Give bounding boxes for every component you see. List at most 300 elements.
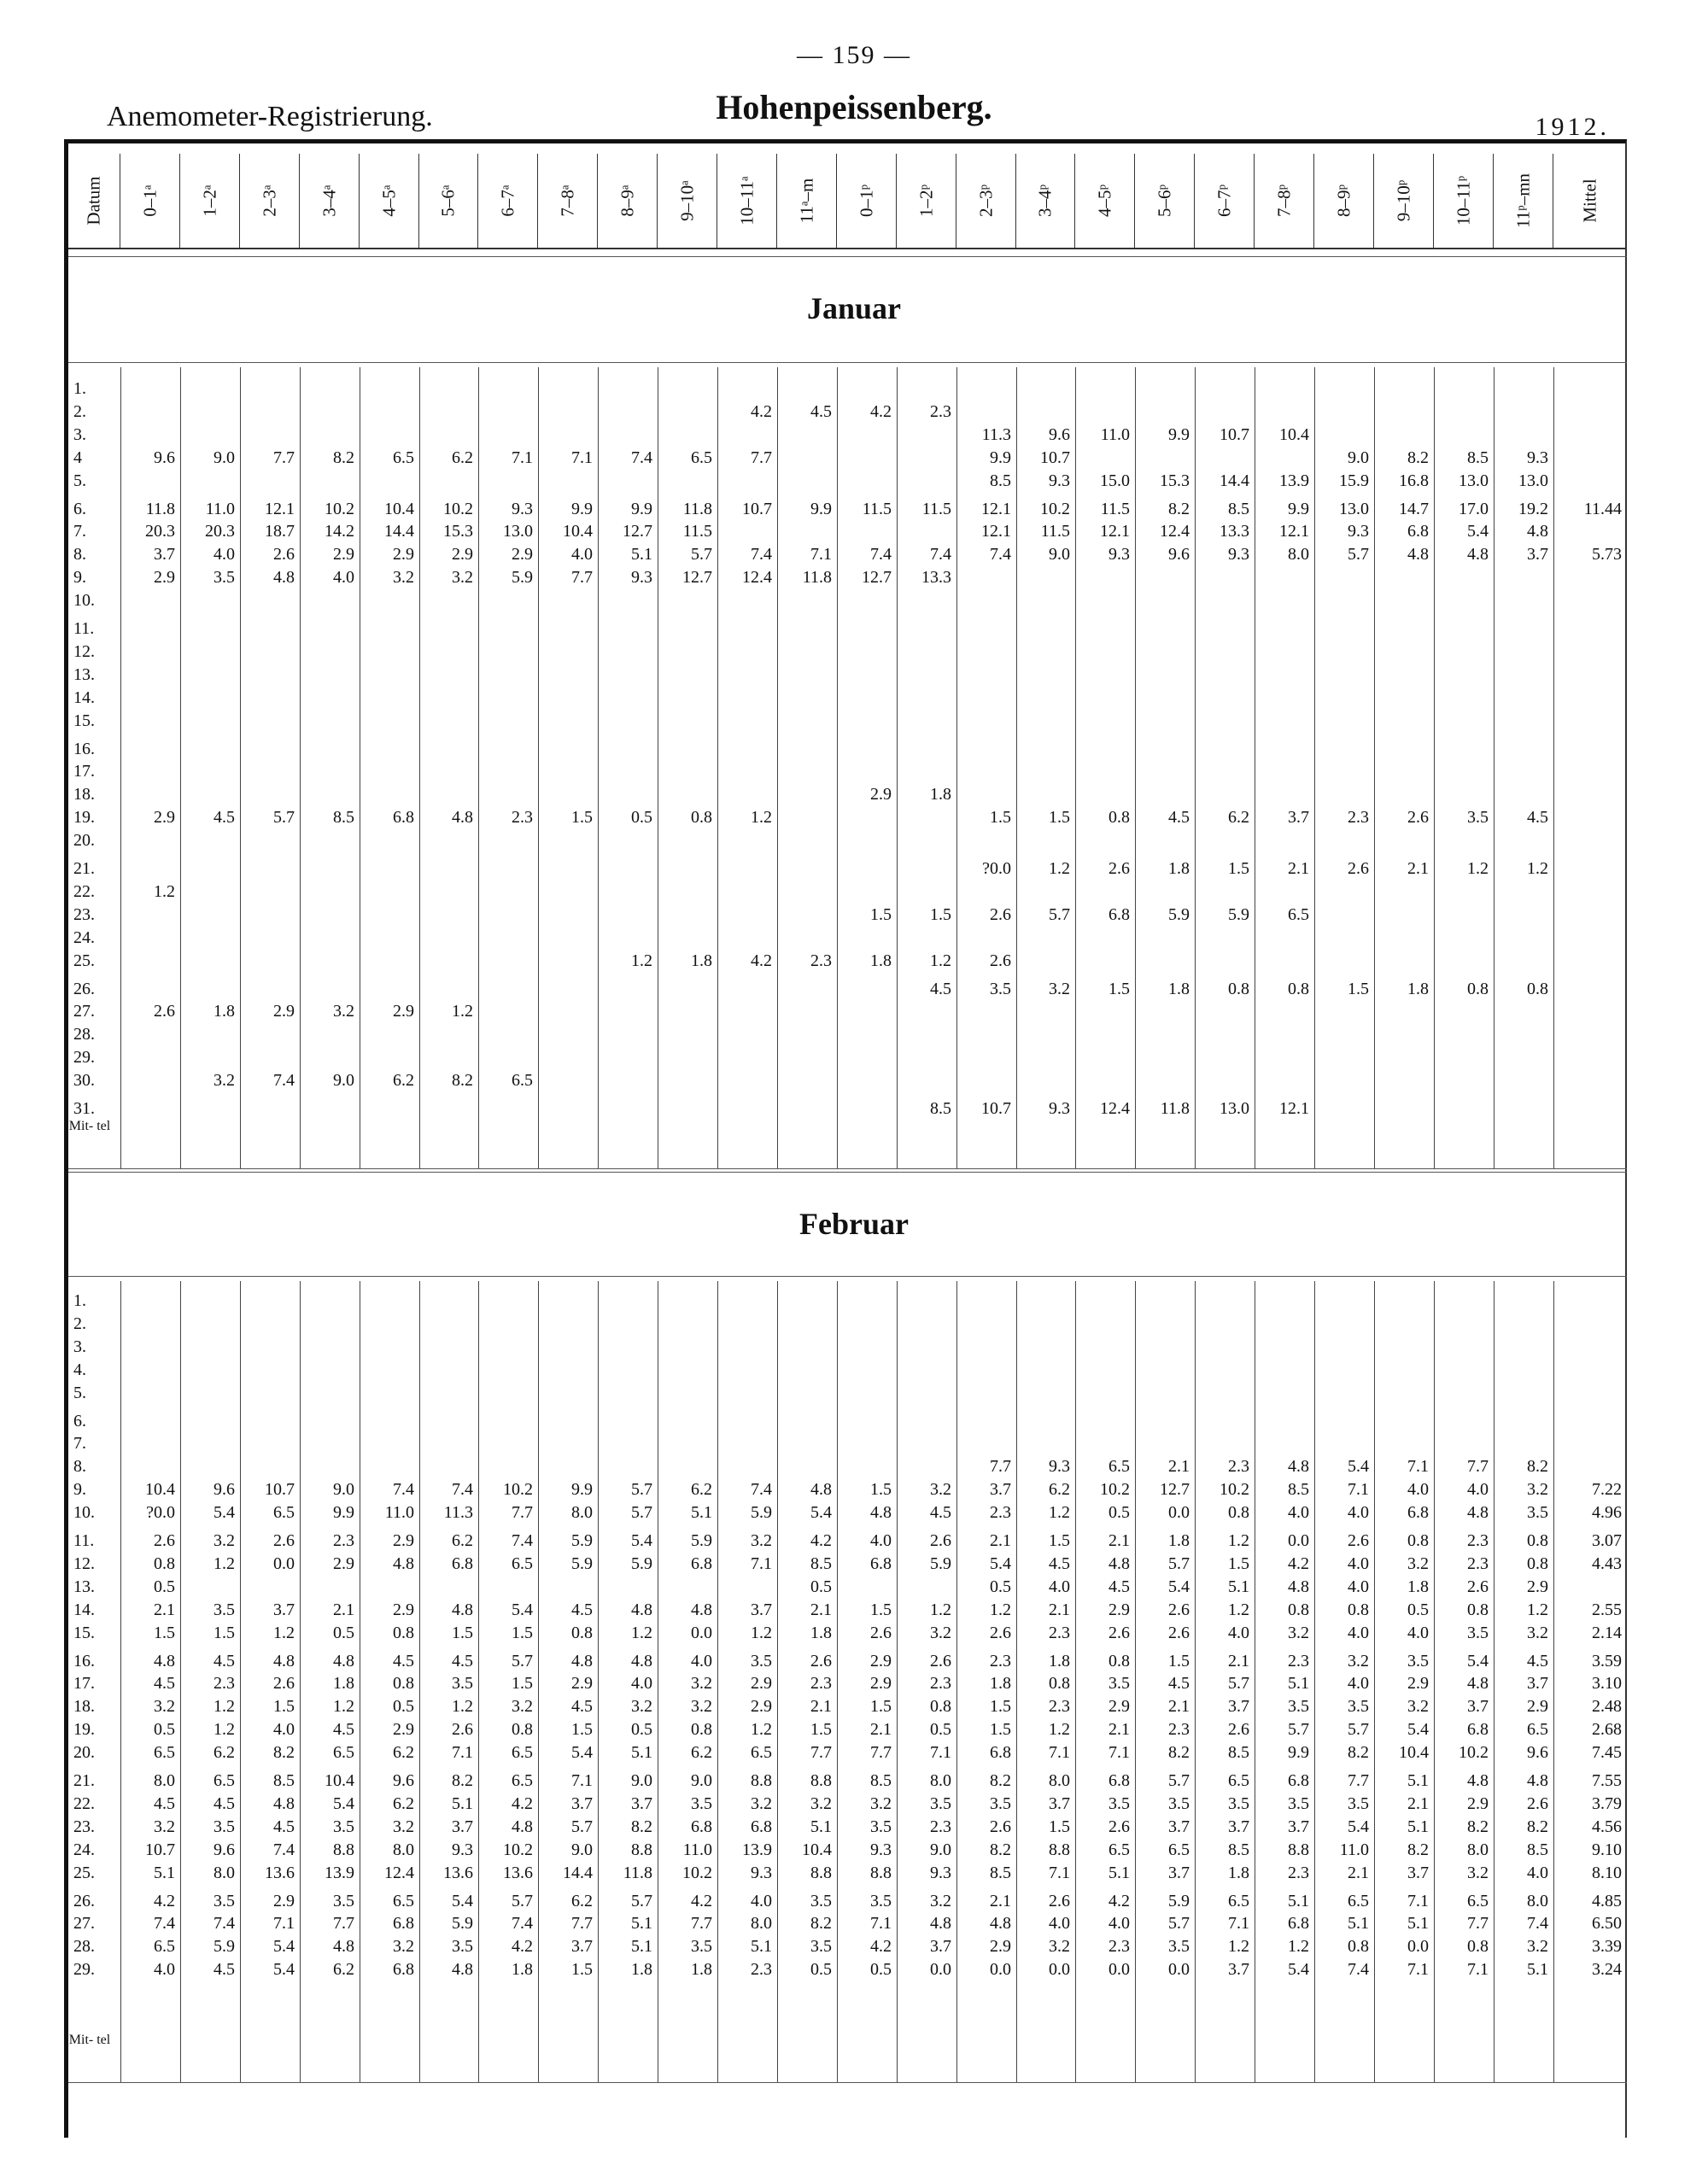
data-cell: 2.1 bbox=[154, 1600, 175, 1619]
data-cell: 6.5 bbox=[1228, 1771, 1249, 1790]
data-cell: 6.8 bbox=[1288, 1914, 1309, 1934]
data-cell: 12.7 bbox=[682, 568, 712, 588]
day-label: 22. bbox=[73, 1793, 95, 1813]
data-cell: 3.7 bbox=[930, 1937, 951, 1957]
day-label: 6. bbox=[73, 499, 86, 518]
day-label: 12. bbox=[73, 641, 95, 661]
column-header bbox=[1374, 154, 1434, 248]
data-cell: 2.3 bbox=[1049, 1697, 1070, 1717]
data-cell: 7.1 bbox=[273, 1914, 295, 1934]
data-cell: 2.3 bbox=[512, 808, 533, 828]
day-label: 16. bbox=[73, 739, 95, 758]
data-cell: 4.8 bbox=[333, 1651, 354, 1671]
data-cell: 1.2 bbox=[214, 1697, 235, 1717]
data-cell: 0.0 bbox=[1108, 1960, 1130, 1980]
data-cell: 7.45 bbox=[1592, 1743, 1622, 1763]
data-cell: 7.1 bbox=[1407, 1960, 1429, 1980]
data-cell: 5.4 bbox=[1467, 522, 1489, 541]
data-cell: 4.5 bbox=[1049, 1554, 1070, 1573]
data-cell: 2.9 bbox=[870, 785, 892, 805]
data-cell: 1.2 bbox=[1049, 1720, 1070, 1740]
column-header bbox=[1016, 154, 1075, 248]
data-cell: 12.1 bbox=[1279, 1099, 1309, 1118]
data-cell: 5.4 bbox=[990, 1554, 1011, 1573]
data-cell: 4.8 bbox=[1288, 1577, 1309, 1596]
data-cell: 0.8 bbox=[571, 1623, 593, 1642]
data-cell: 2.9 bbox=[452, 545, 473, 565]
data-cell: 1.5 bbox=[154, 1623, 175, 1642]
data-cell: 5.1 bbox=[1228, 1577, 1249, 1596]
data-cell: 7.7 bbox=[810, 1743, 832, 1763]
data-cell: 1.5 bbox=[273, 1697, 295, 1717]
data-cell: 2.1 bbox=[1348, 1863, 1369, 1882]
data-cell: 4.2 bbox=[512, 1793, 533, 1813]
data-cell: 3.7 bbox=[1288, 808, 1309, 828]
data-cell: 5.1 bbox=[631, 1914, 652, 1934]
data-cell: 6.8 bbox=[751, 1817, 772, 1836]
data-cell: 3.79 bbox=[1592, 1793, 1622, 1813]
data-cell: 3.5 bbox=[691, 1793, 712, 1813]
data-cell: 3.7 bbox=[1168, 1863, 1190, 1882]
data-cell: 8.8 bbox=[751, 1771, 772, 1790]
data-cell: 4.5 bbox=[452, 1651, 473, 1671]
data-cell: 10.7 bbox=[742, 499, 772, 518]
data-cell: 2.1 bbox=[1168, 1457, 1190, 1477]
data-cell: 8.5 bbox=[1228, 1840, 1249, 1859]
column-rule bbox=[1135, 1281, 1136, 2082]
data-cell: 4.96 bbox=[1592, 1503, 1622, 1523]
data-cell: 4.2 bbox=[751, 401, 772, 421]
day-label: 23. bbox=[73, 1817, 95, 1836]
column-header-label: 11ᵖ–mn bbox=[1512, 173, 1533, 229]
data-cell: 9.6 bbox=[1049, 424, 1070, 444]
month-title: Januar bbox=[806, 291, 902, 325]
section-rule bbox=[68, 362, 1627, 363]
data-cell: 2.3 bbox=[810, 951, 832, 970]
day-label: 15. bbox=[73, 711, 95, 730]
day-label: 29. bbox=[73, 1960, 95, 1980]
column-header-label: 2–3ᵃ bbox=[259, 184, 279, 217]
table-frame bbox=[64, 139, 1627, 2138]
data-cell: 0.0 bbox=[1049, 1960, 1070, 1980]
data-cell: 5.4 bbox=[1348, 1457, 1369, 1477]
column-header-label: 4–5ᵃ bbox=[378, 184, 399, 217]
data-cell: 12.1 bbox=[265, 499, 295, 518]
data-cell: 8.8 bbox=[631, 1840, 652, 1859]
data-cell: 3.2 bbox=[1288, 1623, 1309, 1642]
data-cell: 4.0 bbox=[154, 1960, 175, 1980]
data-cell: 1.2 bbox=[452, 1002, 473, 1021]
data-cell: 10.4 bbox=[563, 522, 593, 541]
data-cell: 2.6 bbox=[452, 1720, 473, 1740]
data-cell: 12.1 bbox=[981, 499, 1011, 518]
data-cell: 0.5 bbox=[154, 1577, 175, 1596]
day-label: 17. bbox=[73, 762, 95, 781]
data-cell: 8.2 bbox=[1168, 1743, 1190, 1763]
column-rule bbox=[956, 367, 957, 1168]
data-cell: 4.8 bbox=[810, 1480, 832, 1500]
column-rule bbox=[956, 1281, 957, 2082]
data-cell: 0.8 bbox=[1348, 1937, 1369, 1957]
data-cell: 0.8 bbox=[1348, 1600, 1369, 1619]
data-cell: ?0.0 bbox=[146, 1503, 175, 1523]
data-cell: 2.6 bbox=[273, 1531, 295, 1550]
data-cell: 13.6 bbox=[265, 1863, 295, 1882]
data-cell: 3.5 bbox=[214, 1891, 235, 1910]
data-cell: 7.1 bbox=[810, 545, 832, 565]
data-cell: 8.0 bbox=[1049, 1771, 1070, 1790]
column-header-label: 1–2ᵃ bbox=[199, 184, 219, 217]
data-cell: 1.2 bbox=[1049, 859, 1070, 878]
data-cell: 8.5 bbox=[810, 1554, 832, 1573]
day-label: 25. bbox=[73, 1863, 95, 1882]
data-cell: 1.2 bbox=[273, 1623, 295, 1642]
data-cell: 4.0 bbox=[1288, 1503, 1309, 1523]
data-cell: 0.8 bbox=[1108, 1651, 1130, 1671]
data-cell: 4.5 bbox=[214, 1651, 235, 1671]
data-cell: 7.1 bbox=[1467, 1960, 1489, 1980]
data-cell: 5.1 bbox=[751, 1937, 772, 1957]
day-label: 18. bbox=[73, 1697, 95, 1717]
data-cell: 2.6 bbox=[990, 904, 1011, 924]
column-rule bbox=[777, 367, 778, 1168]
data-cell: 8.2 bbox=[810, 1914, 832, 1934]
data-cell: 3.7 bbox=[1407, 1863, 1429, 1882]
mittel-row-label: Mit- tel bbox=[68, 1119, 111, 1133]
data-cell: 13.0 bbox=[503, 522, 533, 541]
data-cell: 6.5 bbox=[512, 1743, 533, 1763]
data-cell: 14.4 bbox=[563, 1863, 593, 1882]
data-cell: 3.5 bbox=[1348, 1793, 1369, 1813]
day-label: 8. bbox=[73, 545, 86, 565]
data-cell: 9.3 bbox=[631, 568, 652, 588]
data-cell: 10.7 bbox=[265, 1480, 295, 1500]
data-cell: 7.4 bbox=[393, 1480, 414, 1500]
data-cell: 0.5 bbox=[154, 1720, 175, 1740]
data-cell: 3.5 bbox=[1407, 1651, 1429, 1671]
data-cell: 8.2 bbox=[1348, 1743, 1369, 1763]
data-cell: 8.5 bbox=[930, 1099, 951, 1118]
data-cell: 3.7 bbox=[1049, 1793, 1070, 1813]
data-cell: 7.22 bbox=[1592, 1480, 1622, 1500]
data-cell: 11.0 bbox=[384, 1503, 414, 1523]
data-cell: 4.8 bbox=[1288, 1457, 1309, 1477]
day-label: 16. bbox=[73, 1651, 95, 1671]
day-label: 5. bbox=[73, 471, 86, 490]
data-cell: 4.0 bbox=[631, 1674, 652, 1694]
data-cell: 3.5 bbox=[1348, 1697, 1369, 1717]
data-cell: 6.5 bbox=[1467, 1891, 1489, 1910]
data-cell: 6.2 bbox=[214, 1743, 235, 1763]
data-cell: 4.8 bbox=[512, 1817, 533, 1836]
header-left-title: Anemometer-Registrierung. bbox=[107, 101, 433, 132]
data-cell: 2.6 bbox=[1108, 859, 1130, 878]
data-cell: 3.5 bbox=[333, 1891, 354, 1910]
data-cell: 2.9 bbox=[571, 1674, 593, 1694]
data-cell: 9.3 bbox=[1108, 545, 1130, 565]
data-cell: 3.7 bbox=[990, 1480, 1011, 1500]
data-cell: 1.5 bbox=[1168, 1651, 1190, 1671]
data-cell: 3.2 bbox=[214, 1071, 235, 1091]
data-cell: 8.0 bbox=[751, 1914, 772, 1934]
column-header-label: 5–6ᵃ bbox=[437, 184, 459, 217]
column-rule bbox=[419, 367, 420, 1168]
data-cell: 4.8 bbox=[273, 568, 295, 588]
data-cell: 10.7 bbox=[1040, 448, 1070, 467]
data-cell: 2.3 bbox=[333, 1531, 354, 1550]
data-cell: 2.48 bbox=[1592, 1697, 1622, 1717]
data-cell: 1.2 bbox=[751, 1720, 772, 1740]
data-cell: 1.2 bbox=[1049, 1503, 1070, 1523]
data-cell: 5.4 bbox=[1348, 1817, 1369, 1836]
data-cell: 8.8 bbox=[1288, 1840, 1309, 1859]
data-cell: 2.6 bbox=[1467, 1577, 1489, 1596]
data-cell: 4.8 bbox=[631, 1600, 652, 1619]
day-label: 7. bbox=[73, 522, 86, 541]
data-cell: 0.8 bbox=[1108, 808, 1130, 828]
data-cell: 4.2 bbox=[1108, 1891, 1130, 1910]
data-cell: 7.7 bbox=[990, 1457, 1011, 1477]
data-cell: 9.6 bbox=[393, 1771, 414, 1790]
data-cell: 12.7 bbox=[862, 568, 892, 588]
data-cell: 3.2 bbox=[810, 1793, 832, 1813]
data-cell: 2.6 bbox=[930, 1651, 951, 1671]
data-cell: 3.2 bbox=[751, 1793, 772, 1813]
data-cell: 9.3 bbox=[1527, 448, 1548, 467]
day-label: 17. bbox=[73, 1674, 95, 1694]
data-cell: 4.85 bbox=[1592, 1891, 1622, 1910]
data-cell: 3.2 bbox=[1407, 1554, 1429, 1573]
data-cell: 6.8 bbox=[393, 1960, 414, 1980]
data-cell: 2.1 bbox=[990, 1891, 1011, 1910]
data-cell: 6.2 bbox=[1049, 1480, 1070, 1500]
data-cell: 9.3 bbox=[870, 1840, 892, 1859]
data-cell: 2.9 bbox=[1527, 1577, 1548, 1596]
data-cell: 2.6 bbox=[990, 1817, 1011, 1836]
data-cell: 7.1 bbox=[930, 1743, 951, 1763]
data-cell: 10.4 bbox=[325, 1771, 354, 1790]
data-cell: 1.8 bbox=[1407, 1577, 1429, 1596]
data-cell: 1.5 bbox=[870, 1697, 892, 1717]
data-cell: 4.5 bbox=[1527, 808, 1548, 828]
data-cell: 4.0 bbox=[1348, 1674, 1369, 1694]
data-cell: 8.8 bbox=[870, 1863, 892, 1882]
data-cell: 0.8 bbox=[1228, 979, 1249, 998]
data-cell: 1.8 bbox=[990, 1674, 1011, 1694]
data-cell: 1.2 bbox=[990, 1600, 1011, 1619]
data-cell: 3.5 bbox=[214, 1817, 235, 1836]
data-cell: 2.9 bbox=[1467, 1793, 1489, 1813]
data-cell: 4.5 bbox=[571, 1600, 593, 1619]
data-cell: 5.1 bbox=[631, 1937, 652, 1957]
data-cell: 7.1 bbox=[1407, 1457, 1429, 1477]
data-cell: 0.8 bbox=[1467, 1937, 1489, 1957]
data-cell: 4.8 bbox=[452, 1960, 473, 1980]
data-cell: 2.9 bbox=[154, 808, 175, 828]
data-cell: 0.0 bbox=[1288, 1531, 1309, 1550]
data-cell: 9.0 bbox=[1348, 448, 1369, 467]
column-rule bbox=[837, 367, 838, 1168]
data-cell: 12.4 bbox=[384, 1863, 414, 1882]
data-cell: 9.3 bbox=[1049, 1457, 1070, 1477]
section-rule bbox=[68, 1168, 1627, 1169]
data-cell: 6.5 bbox=[214, 1771, 235, 1790]
column-header-label: 11ᵃ–m bbox=[796, 178, 816, 224]
data-cell: 0.0 bbox=[273, 1554, 295, 1573]
data-cell: 9.0 bbox=[333, 1480, 354, 1500]
data-cell: 9.9 bbox=[1288, 1743, 1309, 1763]
data-cell: 5.9 bbox=[751, 1503, 772, 1523]
data-cell: 7.7 bbox=[751, 448, 772, 467]
day-label: 8. bbox=[73, 1457, 86, 1477]
data-cell: 6.5 bbox=[1348, 1891, 1369, 1910]
day-label: 26. bbox=[73, 979, 95, 998]
data-cell: 10.2 bbox=[682, 1863, 712, 1882]
data-cell: 5.7 bbox=[631, 1503, 652, 1523]
data-cell: 4.2 bbox=[154, 1891, 175, 1910]
data-cell: 9.6 bbox=[154, 448, 175, 467]
day-label: 10. bbox=[73, 591, 95, 611]
data-cell: 9.9 bbox=[810, 499, 832, 518]
data-cell: 3.7 bbox=[273, 1600, 295, 1619]
data-cell: 6.8 bbox=[1407, 1503, 1429, 1523]
column-rule bbox=[120, 367, 121, 1168]
data-cell: 11.0 bbox=[1339, 1840, 1369, 1859]
data-cell: 9.6 bbox=[1168, 545, 1190, 565]
data-cell: 3.2 bbox=[1049, 1937, 1070, 1957]
data-cell: 7.7 bbox=[1348, 1771, 1369, 1790]
day-label: 9. bbox=[73, 1480, 86, 1500]
data-cell: 3.2 bbox=[930, 1891, 951, 1910]
data-cell: 2.3 bbox=[1467, 1554, 1489, 1573]
data-cell: 2.9 bbox=[393, 1600, 414, 1619]
data-cell: 3.5 bbox=[870, 1817, 892, 1836]
data-cell: 12.7 bbox=[1160, 1480, 1190, 1500]
data-cell: 0.5 bbox=[870, 1960, 892, 1980]
month-title: Februar bbox=[799, 1207, 909, 1241]
data-cell: 15.0 bbox=[1100, 471, 1130, 490]
data-cell: 1.8 bbox=[1168, 859, 1190, 878]
column-header-label: 8–9ᵃ bbox=[617, 184, 637, 217]
day-label: 7. bbox=[73, 1434, 86, 1454]
data-cell: 3.7 bbox=[571, 1793, 593, 1813]
data-cell: 0.8 bbox=[154, 1554, 175, 1573]
data-cell: 2.6 bbox=[1527, 1793, 1548, 1813]
data-cell: 3.2 bbox=[154, 1817, 175, 1836]
data-cell: 2.9 bbox=[154, 568, 175, 588]
column-header bbox=[1494, 154, 1553, 248]
data-cell: 3.2 bbox=[154, 1697, 175, 1717]
data-cell: 6.8 bbox=[1407, 522, 1429, 541]
data-cell: 3.39 bbox=[1592, 1937, 1622, 1957]
data-cell: 3.5 bbox=[1108, 1674, 1130, 1694]
data-cell: 4.5 bbox=[930, 1503, 951, 1523]
data-cell: 3.5 bbox=[1108, 1793, 1130, 1813]
data-cell: 7.1 bbox=[751, 1554, 772, 1573]
data-cell: 5.1 bbox=[154, 1863, 175, 1882]
data-cell: 8.5 bbox=[990, 471, 1011, 490]
data-cell: 10.7 bbox=[1220, 424, 1249, 444]
data-cell: 4.0 bbox=[1228, 1623, 1249, 1642]
data-cell: 10.2 bbox=[325, 499, 354, 518]
data-cell: 3.2 bbox=[631, 1697, 652, 1717]
mittel-row-label: Mit- tel bbox=[68, 2033, 111, 2047]
data-cell: 4.0 bbox=[1467, 1480, 1489, 1500]
data-cell: 5.1 bbox=[1288, 1891, 1309, 1910]
day-label: 5. bbox=[73, 1383, 86, 1402]
data-cell: 1.2 bbox=[1527, 859, 1548, 878]
data-cell: 1.8 bbox=[1407, 979, 1429, 998]
data-cell: 12.4 bbox=[742, 568, 772, 588]
data-cell: 4.5 bbox=[214, 1793, 235, 1813]
data-cell: 3.5 bbox=[1228, 1793, 1249, 1813]
data-cell: 9.0 bbox=[214, 448, 235, 467]
data-cell: 4.8 bbox=[571, 1651, 593, 1671]
data-cell: 2.3 bbox=[1348, 808, 1369, 828]
data-cell: 2.9 bbox=[1108, 1697, 1130, 1717]
data-cell: 5.1 bbox=[631, 1743, 652, 1763]
data-cell: 4.0 bbox=[1407, 1623, 1429, 1642]
data-cell: 8.0 bbox=[571, 1503, 593, 1523]
data-cell: 2.1 bbox=[333, 1600, 354, 1619]
data-cell: 3.7 bbox=[1527, 545, 1548, 565]
day-label: 3. bbox=[73, 424, 86, 444]
data-cell: 6.8 bbox=[452, 1554, 473, 1573]
data-cell: 11.5 bbox=[1100, 499, 1130, 518]
data-cell: 6.5 bbox=[1228, 1891, 1249, 1910]
column-rule bbox=[478, 1281, 479, 2082]
data-cell: 3.5 bbox=[214, 568, 235, 588]
column-header-label: 3–4ᵖ bbox=[1034, 184, 1056, 218]
data-cell: 10.4 bbox=[1399, 1743, 1429, 1763]
data-cell: 3.5 bbox=[1168, 1793, 1190, 1813]
data-cell: 20.3 bbox=[145, 522, 175, 541]
data-cell: 0.0 bbox=[1168, 1960, 1190, 1980]
data-cell: 4.8 bbox=[1108, 1554, 1130, 1573]
data-cell: 6.2 bbox=[691, 1743, 712, 1763]
data-cell: 4.0 bbox=[691, 1651, 712, 1671]
data-cell: 11.5 bbox=[862, 499, 892, 518]
data-cell: 6.8 bbox=[691, 1554, 712, 1573]
data-cell: 6.5 bbox=[333, 1743, 354, 1763]
data-cell: 2.6 bbox=[930, 1531, 951, 1550]
data-cell: 8.0 bbox=[930, 1771, 951, 1790]
data-cell: 1.2 bbox=[751, 808, 772, 828]
data-cell: 19.2 bbox=[1518, 499, 1548, 518]
data-cell: 2.3 bbox=[990, 1503, 1011, 1523]
data-cell: 7.7 bbox=[273, 448, 295, 467]
data-cell: 1.5 bbox=[1228, 1554, 1249, 1573]
data-cell: 2.6 bbox=[810, 1651, 832, 1671]
data-cell: 8.2 bbox=[452, 1771, 473, 1790]
day-label: 11. bbox=[73, 1531, 95, 1550]
data-cell: 5.1 bbox=[1108, 1863, 1130, 1882]
data-cell: 5.4 bbox=[273, 1937, 295, 1957]
data-cell: 4.8 bbox=[452, 1600, 473, 1619]
data-cell: 1.8 bbox=[512, 1960, 533, 1980]
section-rule bbox=[68, 1172, 1627, 1173]
data-cell: 0.8 bbox=[393, 1623, 414, 1642]
data-cell: 5.7 bbox=[631, 1891, 652, 1910]
data-cell: 7.4 bbox=[870, 545, 892, 565]
data-cell: 11.5 bbox=[921, 499, 951, 518]
data-cell: 2.6 bbox=[1407, 808, 1429, 828]
data-cell: 4.0 bbox=[571, 545, 593, 565]
data-cell: 2.3 bbox=[930, 401, 951, 421]
data-cell: 4.0 bbox=[1407, 1480, 1429, 1500]
data-cell: 1.8 bbox=[1168, 1531, 1190, 1550]
column-rule bbox=[897, 367, 898, 1168]
